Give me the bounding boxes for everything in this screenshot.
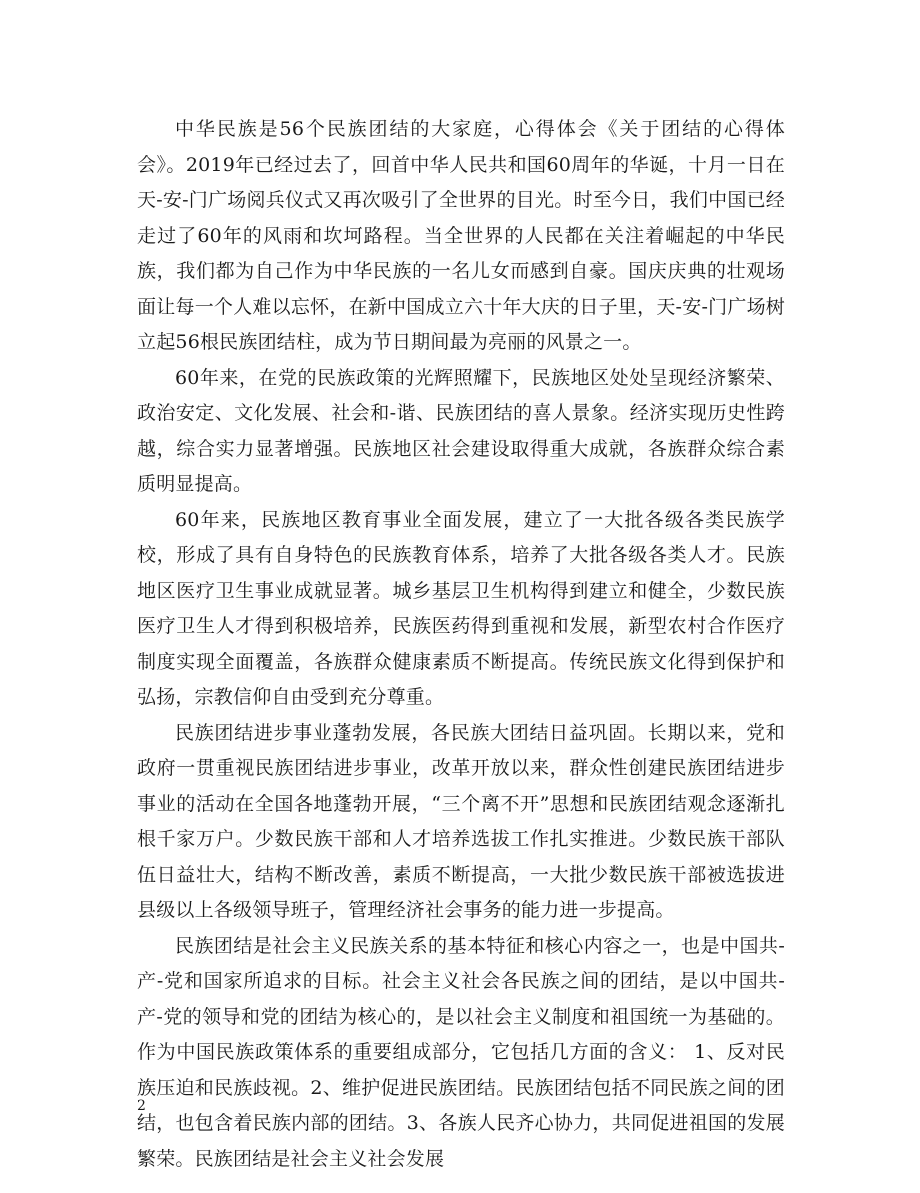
- paragraph-1: 中华民族是56个民族团结的大家庭，心得体会《关于团结的心得体会》。2019年已经过去了，回首中华人民共和国60周年的华诞，十月一日在天-安-门广场阅兵仪式又再次吸引了全世界的目光。时至今日，我们中国已经走过了60年的风雨和坎坷路程。当全世界的人民都在关注着崛起的中华民族，我们都为自己作为中华民族的一名儿女而感到自豪。国庆庆典的壮观场面让每一个人难以忘怀，在新中国成立六十年大庆的日子里，天-安-门广场树立起56根民族团结柱，成为节日期间最为亮丽的风景之一。: [137, 118, 785, 353]
- body-text: [137, 112, 785, 1177]
- paragraph-5: 民族团结是社会主义民族关系的基本特征和核心内容之一，也是中国共-产-党和国家所追求的目标。社会主义社会各民族之间的团结，是以中国共-产-党的领导和党的团结为核心的，是以社会主义制度和祖国统一为基础的。作为中国民族政策体系的重要组成部分，它包括几方面的含义： 1、反对民族压迫和民族歧视。2、维护促进民族团结。民族团结包括不同民族之间的团结，也包含着民族内部的团结。3、各族人民齐心协力，共同促进祖国的发展繁荣。民族团结是社会主义社会发展: [137, 934, 785, 1170]
- paragraph-2: 60年来，在党的民族政策的光辉照耀下，民族地区处处呈现经济繁荣、政治安定、文化发展、社会和-谐、民族团结的喜人景象。经济实现历史性跨越，综合实力显著增强。民族地区社会建设取得重大成就，各族群众综合素质明显提高。: [137, 366, 785, 495]
- paragraph-4: 民族团结进步事业蓬勃发展，各民族大团结日益巩固。长期以来，党和政府一贯重视民族团结进步事业，改革开放以来，群众性创建民族团结进步事业的活动在全国各地蓬勃开展，“三个离不开”思想和民族团结观念逐渐扎根千家万户。少数民族干部和人才培养选拔工作扎实推进。少数民族干部队伍日益壮大，结构不断改善，素质不断提高，一大批少数民族干部被选拔进县级以上各级领导班子，管理经济社会事务的能力进一步提高。: [137, 721, 785, 921]
- page-number: 2: [137, 1098, 146, 1114]
- paragraph-3: 60年来，民族地区教育事业全面发展，建立了一大批各级各类民族学校，形成了具有自身特色的民族教育体系，培养了大批各级各类人才。民族地区医疗卫生事业成就显著。城乡基层卫生机构得到建立和健全，少数民族医疗卫生人才得到积极培养，民族医药得到重视和发展，新型农村合作医疗制度实现全面覆盖，各族群众健康素质不断提高。传统民族文化得到保护和弘扬，宗教信仰自由受到充分尊重。: [137, 508, 785, 708]
